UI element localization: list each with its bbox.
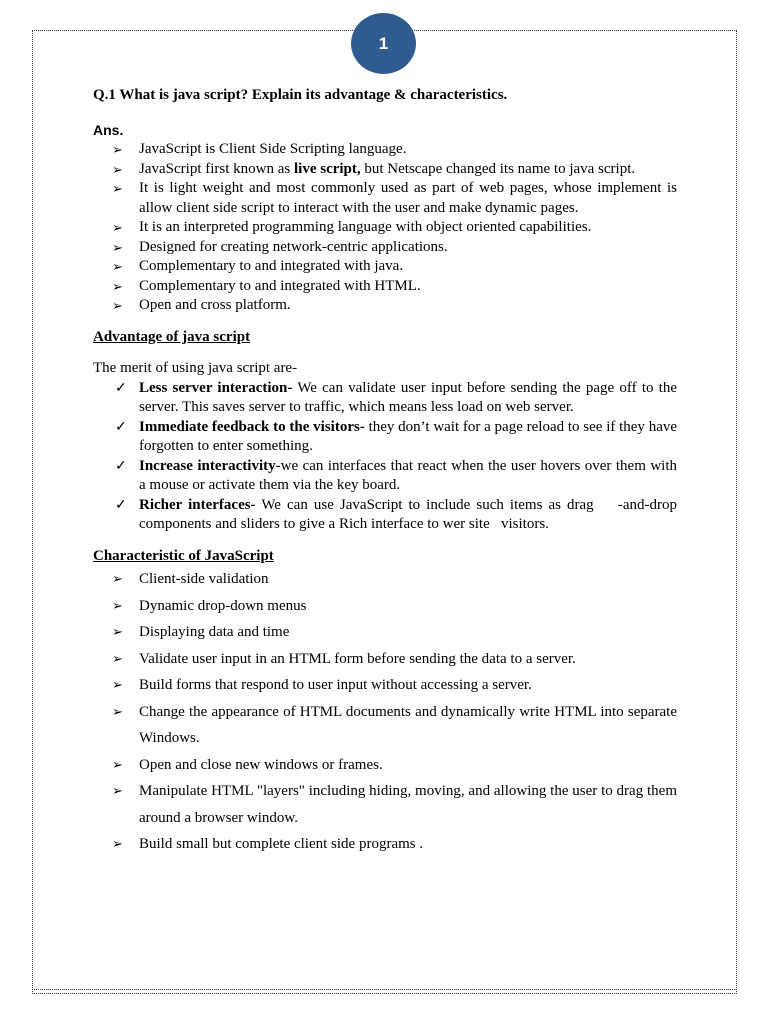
- characteristic-item: ➢ Open and close new windows or frames.: [93, 752, 677, 779]
- arrow-bullet-icon: ➢: [112, 161, 123, 177]
- bullet-item: ➢ Complementary to and integrated with HTML.: [93, 277, 677, 297]
- bullet-item: ➢ It is light weight and most commonly used as part of web pages, whose implement is allow client side script to interact with the user and make dynamic pages.: [112, 180, 677, 216]
- arrow-bullet-icon: ➢: [112, 181, 123, 196]
- advantage-item: ✓ Increase interactivity-we can interfaces that react when the user hovers over them with a mouse or activate them via the key board.: [115, 457, 677, 493]
- advantage-intro: The merit of using java script are-: [93, 360, 298, 376]
- arrow-bullet-icon: ➢: [112, 239, 123, 255]
- answer-label: Ans.: [93, 121, 124, 138]
- bullet-item: ➢ Designed for creating network-centric applications.: [93, 238, 677, 258]
- arrow-bullet-icon: ➢: [112, 650, 123, 666]
- characteristic-item: ➢ Build forms that respond to user input without accessing a server.: [93, 672, 677, 699]
- arrow-bullet-icon: ➢: [112, 220, 123, 235]
- arrow-bullet-icon: ➢: [112, 624, 123, 639]
- bullet-item: ➢ Complementary to and integrated with java.: [93, 257, 677, 277]
- bullet-item: ➢ Open and cross platform.: [93, 296, 677, 316]
- intro-bullet-list: [93, 140, 677, 316]
- characteristic-item: ➢ Validate user input in an HTML form before sending the data to a server.: [93, 646, 677, 673]
- arrow-bullet-icon: ➢: [112, 597, 123, 613]
- checkmark-icon: ✓: [115, 458, 127, 474]
- arrow-bullet-icon: ➢: [112, 298, 123, 313]
- checkmark-icon: ✓: [115, 380, 127, 396]
- characteristic-item: ➢ Build small but complete client side programs .: [93, 831, 677, 858]
- advantage-item: ✓ Less server interaction- We can validate user input before sending the page off to the server. This saves server to traffic, which means less load on web server.: [115, 379, 678, 415]
- characteristic-item: ➢ Manipulate HTML "layers" including hiding, moving, and allowing the user to drag them around a browser window.: [93, 778, 677, 831]
- bullet-item: ➢ It is an interpreted programming language with object oriented capabilities.: [93, 218, 677, 238]
- arrow-bullet-icon: ➢: [112, 836, 123, 851]
- characteristic-heading: Characteristic of JavaScript: [93, 547, 274, 564]
- characteristic-item: ➢ Change the appearance of HTML documents and dynamically write HTML into separate Windows.: [93, 699, 677, 752]
- arrow-bullet-icon: ➢: [112, 571, 123, 586]
- bullet-item: ➢ JavaScript first known as live script, but Netscape changed its name to java script.: [93, 160, 677, 180]
- arrow-bullet-icon: ➢: [112, 677, 123, 692]
- arrow-bullet-icon: ➢: [112, 142, 123, 157]
- arrow-bullet-icon: ➢: [112, 756, 123, 772]
- characteristic-item: ➢ Displaying data and time: [93, 619, 677, 646]
- document-body: [93, 86, 681, 858]
- advantage-list: [93, 379, 681, 535]
- characteristic-list: [93, 566, 677, 858]
- bullet-item: ➢ JavaScript is Client Side Scripting language.: [93, 140, 677, 160]
- arrow-bullet-icon: ➢: [112, 703, 123, 719]
- checkmark-icon: ✓: [115, 497, 127, 513]
- characteristic-item: ➢ Client-side validation: [93, 566, 677, 593]
- question-heading: Q.1 What is java script? Explain its advantage & characteristics.: [93, 87, 508, 103]
- advantage-item: ✓ Immediate feedback to the visitors- they don’t wait for a page reload to see if they have forgotten to enter something.: [115, 418, 678, 454]
- characteristic-item: ➢ Dynamic drop-down menus: [93, 593, 677, 620]
- advantage-item: ✓ Richer interfaces- We can use JavaScript to include such items as drag -and-drop components and sliders to give a Rich interface to wer site visitors.: [115, 496, 681, 532]
- arrow-bullet-icon: ➢: [112, 278, 123, 294]
- arrow-bullet-icon: ➢: [112, 259, 123, 274]
- checkmark-icon: ✓: [115, 419, 127, 435]
- page-number-badge: 1: [351, 13, 416, 74]
- arrow-bullet-icon: ➢: [112, 783, 123, 798]
- advantage-heading: Advantage of java script: [93, 328, 251, 345]
